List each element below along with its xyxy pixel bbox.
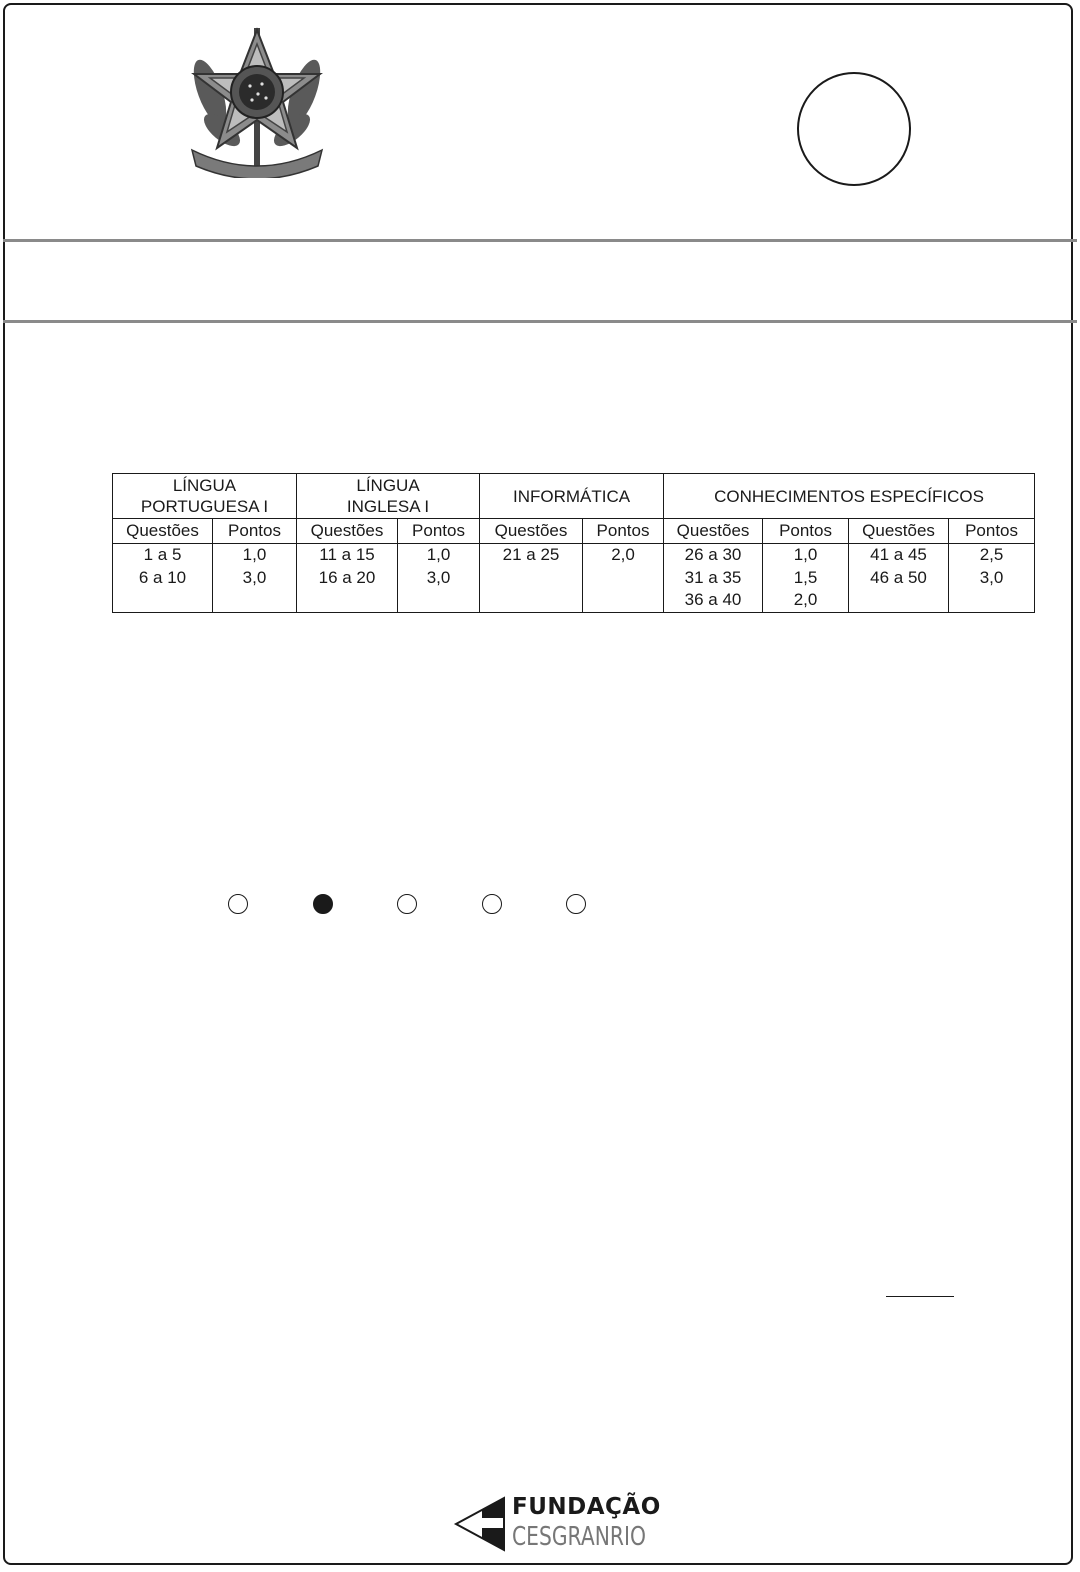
column-header-pontos: Pontos [763, 519, 849, 544]
question-distribution-table [112, 473, 1035, 613]
section-header-informatica: INFORMÁTICA [480, 474, 664, 519]
column-header-questoes: Questões [113, 519, 213, 544]
table-cell: 1,0 3,0 [213, 544, 297, 613]
section-header-lingua-inglesa: LÍNGUA INGLESA I [297, 474, 480, 519]
header-divider-bottom [3, 320, 1077, 323]
table-cell: 41 a 45 46 a 50 [849, 544, 949, 613]
table-cell: 1 a 5 6 a 10 [113, 544, 213, 613]
answer-bubble-filled[interactable] [313, 894, 333, 914]
table-cell: 2,0 [583, 544, 664, 613]
answer-bubble[interactable] [228, 894, 248, 914]
brazil-coat-of-arms-icon [178, 22, 336, 178]
cesgranrio-logo [452, 1494, 661, 1554]
answer-bubble[interactable] [397, 894, 417, 914]
column-header-questoes: Questões [297, 519, 398, 544]
answer-bubble[interactable] [482, 894, 502, 914]
cesgranrio-arrow-icon [452, 1494, 512, 1554]
table-cell: 1,0 3,0 [398, 544, 480, 613]
section-header-lingua-portuguesa: LÍNGUA PORTUGUESA I [113, 474, 297, 519]
section-header-conhecimentos-especificos: CONHECIMENTOS ESPECÍFICOS [664, 474, 1035, 519]
column-header-questoes: Questões [664, 519, 763, 544]
column-header-questoes: Questões [849, 519, 949, 544]
header-divider-top [3, 239, 1077, 242]
signature-line [886, 1296, 954, 1297]
answer-code-circle [797, 72, 911, 186]
logo-text-fundacao: FUNDAÇÃO [512, 1494, 661, 1520]
table-cell: 11 a 15 16 a 20 [297, 544, 398, 613]
column-header-pontos: Pontos [949, 519, 1035, 544]
column-header-pontos: Pontos [583, 519, 664, 544]
column-header-pontos: Pontos [213, 519, 297, 544]
table-cell: 21 a 25 [480, 544, 583, 613]
table-cell: 2,5 3,0 [949, 544, 1035, 613]
table-cell: 26 a 30 31 a 35 36 a 40 [664, 544, 763, 613]
column-header-pontos: Pontos [398, 519, 480, 544]
table-cell: 1,0 1,5 2,0 [763, 544, 849, 613]
page-frame [3, 3, 1073, 1565]
answer-bubble[interactable] [566, 894, 586, 914]
logo-text-cesgranrio: CESGRANRIO [512, 1522, 646, 1552]
column-header-questoes: Questões [480, 519, 583, 544]
